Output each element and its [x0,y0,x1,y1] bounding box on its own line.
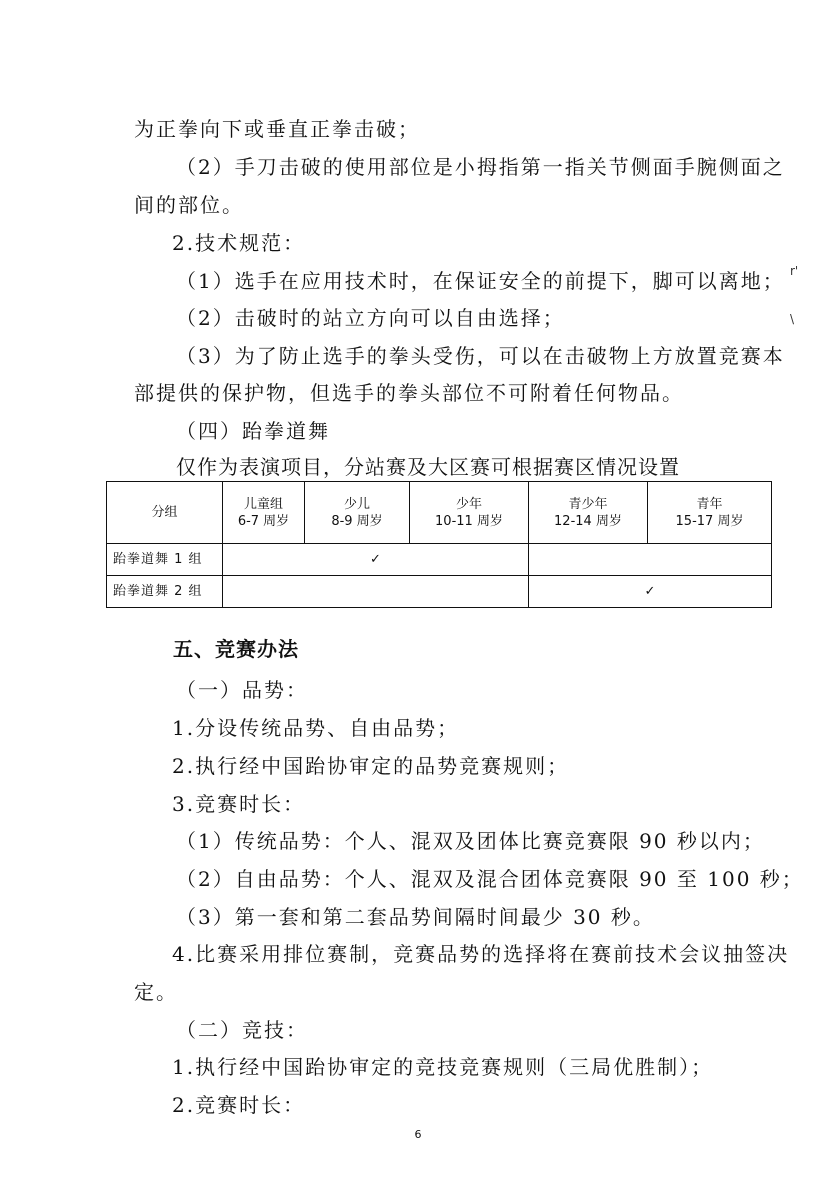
column-name: 少年 [455,496,482,512]
row-label: 跆拳道舞 1 组 [107,544,223,576]
check-mark-icon: ✓ [529,576,772,608]
table-header-cell [305,482,410,544]
text-line: （2）击破时的站立方向可以自由选择； [176,306,565,330]
table-header-cell: 分组 [107,482,223,544]
subsection-heading: （四）跆拳道舞 [176,419,330,443]
page-number: 6 [414,1128,422,1141]
text-line: 仅作为表演项目，分站赛及大区赛可根据赛区情况设置 [176,455,680,479]
text-line: （2）手刀击破的使用部位是小拇指第一指关节侧面手腕侧面之 [176,155,785,179]
column-ages: 10-11 周岁 [435,513,503,529]
column-name: 青少年 [568,496,608,512]
section-title: 五、竞赛办法 [173,637,299,661]
text-line: （1）传统品势：个人、混双及团体比赛竞赛限 90 秒以内； [176,829,765,853]
subsection-heading: （二）竞技： [176,1018,308,1042]
column-name: 青年 [696,496,723,512]
text-line: 为正拳向下或垂直正拳击破； [134,117,420,141]
check-mark-icon: ✓ [223,544,529,576]
empty-cell [529,544,772,576]
table-row [107,544,772,576]
division-table [106,481,772,608]
column-ages: 15-17 周岁 [675,513,744,529]
text-line: （1）选手在应用技术时，在保证安全的前提下，脚可以离地； [176,269,785,293]
text-line: 定。 [134,980,178,1004]
text-line: （3）为了防止选手的拳头受伤，可以在击破物上方放置竞赛本 [176,344,785,368]
text-line: 4.比赛采用排位赛制，竞赛品势的选择将在赛前技术会议抽签决 [172,942,790,966]
text-line: 部提供的保护物，但选手的拳头部位不可附着任何物品。 [134,381,684,405]
text-line: 1.分设传统品势、自由品势； [172,716,460,740]
text-line: 2.执行经中国跆协审定的品势竞赛规则； [172,754,570,778]
subsection-heading: （一）品势： [176,678,308,702]
text-line: （2）自由品势：个人、混双及混合团体竞赛限 90 至 100 秒； [176,867,804,891]
table-row [107,576,772,608]
margin-mark: \ [790,312,795,326]
row-label: 跆拳道舞 2 组 [107,576,223,608]
column-ages: 6-7 周岁 [237,513,290,529]
table-header-row [107,482,772,544]
column-ages: 8-9 周岁 [331,513,383,529]
empty-cell [223,576,529,608]
text-line: 1.执行经中国跆协审定的竞技竞赛规则（三局优胜制）； [172,1055,714,1079]
table-header-cell [223,482,305,544]
table-header-cell [529,482,648,544]
table-header-cell [410,482,529,544]
margin-mark: r' [790,264,799,278]
column-ages: 12-14 周岁 [554,513,622,529]
text-line: 间的部位。 [134,193,244,217]
text-line: （3）第一套和第二套品势间隔时间最少 30 秒。 [176,905,655,929]
text-line: 3.竞赛时长： [172,792,306,816]
text-line: 2.技术规范： [172,231,306,255]
column-name: 少儿 [343,496,370,512]
table-header-cell [648,482,772,544]
column-name: 儿童组 [243,496,283,512]
text-line: 2.竞赛时长： [172,1093,306,1117]
